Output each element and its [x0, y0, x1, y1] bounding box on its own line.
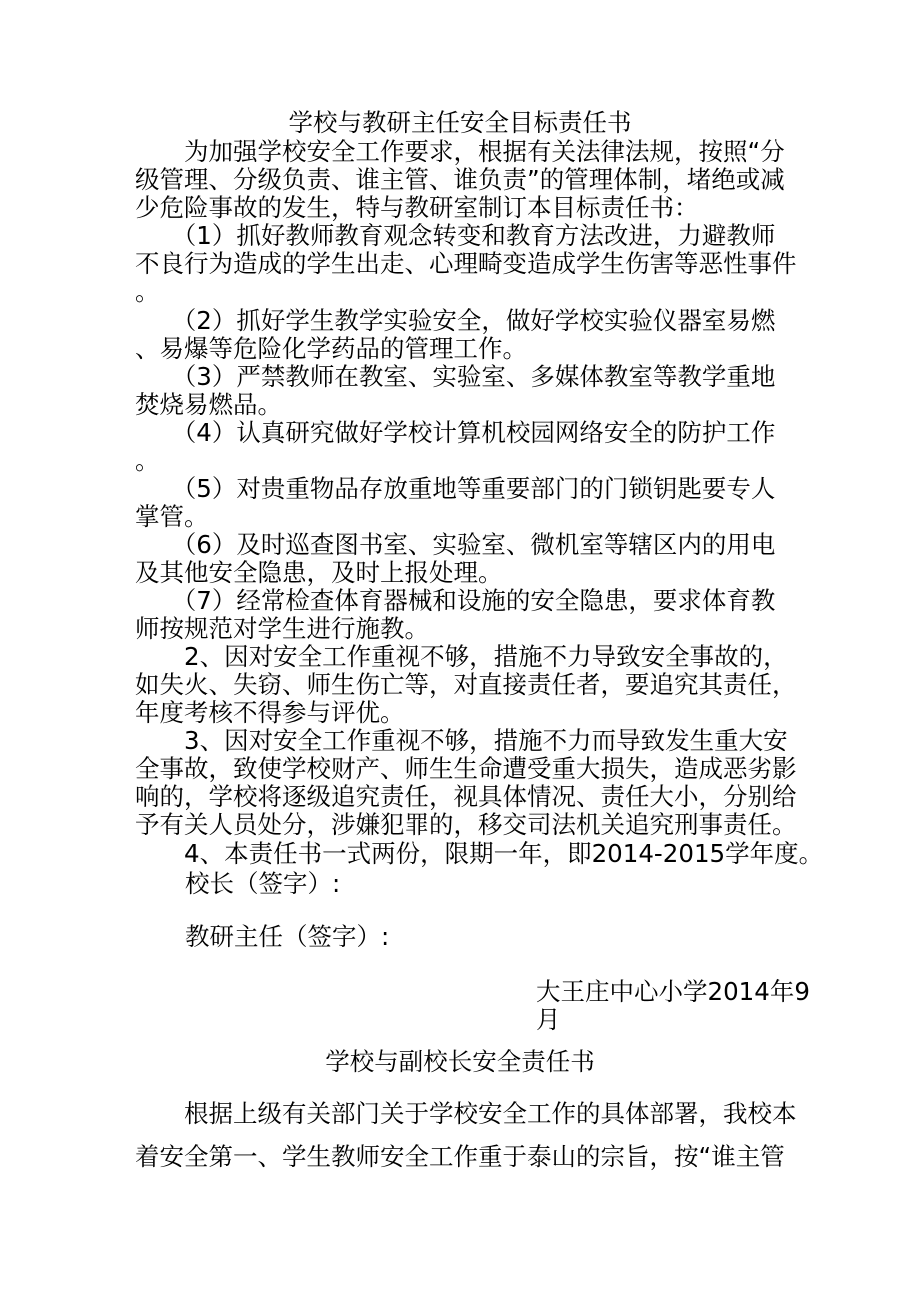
doc1-line: 不良行为造成的学生出走、心理畸变造成学生伤害等恶性事件 [135, 249, 797, 278]
doc2-title: 学校与副校长安全责任书 [325, 1047, 595, 1076]
doc1-line: 3、因对安全工作重视不够，措施不力而导致发生重大安 [135, 726, 788, 755]
doc1-line: 为加强学校安全工作要求，根据有关法律法规，按照“分 [135, 137, 785, 166]
doc1-line: （3）严禁教师在教室、实验室、多媒体教室等教学重地 [135, 362, 776, 391]
doc1-line: 予有关人员处分，涉嫌犯罪的，移交司法机关追究刑事责任。 [135, 810, 797, 839]
doc1-line: （2）抓好学生教学实验安全，做好学校实验仪器室易燃 [135, 306, 776, 335]
doc1-title: 学校与教研主任安全目标责任书 [288, 108, 632, 137]
doc1-line: 全事故，致使学校财产、师生生命遭受重大损失，造成恶劣影 [135, 754, 797, 783]
doc1-line: 4、本责任书一式两份，限期一年，即2014-2015学年度。 [135, 839, 824, 868]
director-signature-label: 教研主任（签字）: [185, 922, 390, 951]
doc1-line: 及其他安全隐患，及时上报处理。 [135, 558, 503, 587]
doc1-line: 。 [135, 446, 160, 475]
doc1-line: 2、因对安全工作重视不够，措施不力导致安全事故的， [135, 642, 788, 671]
doc1-line: 师按规范对学生进行施教。 [135, 614, 429, 643]
doc1-line: （5）对贵重物品存放重地等重要部门的门锁钥匙要专人 [135, 474, 776, 503]
doc1-line: 级管理、分级负责、谁主管、谁负责”的管理体制，堵绝或减 [135, 165, 785, 194]
doc1-line: （1）抓好教师教育观念转变和教育方法改进，力避教师 [135, 221, 776, 250]
doc1-line: 、易爆等危险化学药品的管理工作。 [135, 334, 527, 363]
doc1-line: （4）认真研究做好学校计算机校园网络安全的防护工作 [135, 418, 776, 447]
doc1-line: 如失火、失窃、师生伤亡等，对直接责任者，要追究其责任， [135, 670, 797, 699]
doc1-line: （6）及时巡查图书室、实验室、微机室等辖区内的用电 [135, 530, 776, 559]
doc2-line: 着安全第一、学生教师安全工作重于泰山的宗旨，按“谁主管 [135, 1142, 785, 1171]
doc1-line: （7）经常检查体育器械和设施的安全隐患，要求体育教 [135, 586, 776, 615]
doc1-line: 。 [135, 277, 160, 306]
doc1-line: 年度考核不得参与评优。 [135, 698, 405, 727]
doc1-line: 响的，学校将逐级追究责任，视具体情况、责任大小，分别给 [135, 782, 797, 811]
doc1-line: 少危险事故的发生，特与教研室制订本目标责任书： [135, 193, 699, 222]
organization-date-line: 大王庄中心小学2014年9 [536, 977, 810, 1006]
doc2-line: 根据上级有关部门关于学校安全工作的具体部署，我校本 [135, 1099, 797, 1128]
principal-signature-label: 校长（签字）: [185, 869, 341, 898]
doc1-line: 掌管。 [135, 502, 209, 531]
organization-date-line-2: 月 [536, 1005, 561, 1034]
doc1-line: 焚烧易燃品。 [135, 390, 282, 419]
